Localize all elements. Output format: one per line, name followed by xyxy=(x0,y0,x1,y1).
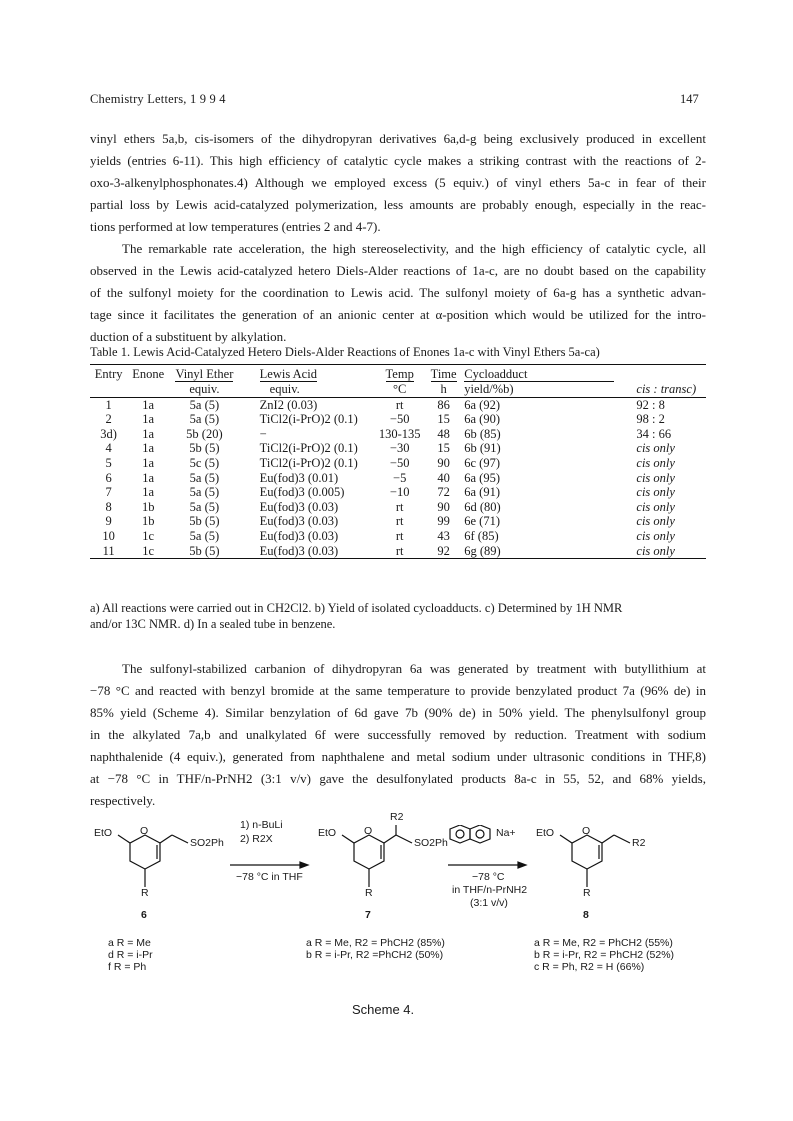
list-item: d R = i-Pr xyxy=(108,949,153,961)
table-cell: 130-135 xyxy=(378,426,421,441)
table-cell: 7 xyxy=(105,485,112,500)
text-line: duction of a substituent by alkylation. xyxy=(90,329,287,344)
table-cell: 92 : 8 xyxy=(636,397,665,412)
table-cell: ZnI2 (0.03) xyxy=(259,397,318,412)
label-so2ph: SO2Ph xyxy=(414,837,448,849)
table-cell: TiCl2(i-PrO)2 (0.1) xyxy=(259,441,358,456)
table-cell: −50 xyxy=(389,455,410,470)
table-cell: 99 xyxy=(437,514,450,529)
table-cell: 1b xyxy=(141,514,155,529)
table-row xyxy=(90,485,706,500)
table-cell: Eu(fod)3 (0.01) xyxy=(259,470,339,485)
table-row xyxy=(90,529,706,544)
table-cell: 6g (89) xyxy=(461,544,633,559)
table-cell: cis only xyxy=(636,455,675,470)
col-subheader: equiv. xyxy=(240,382,374,397)
table-cell: 5a (5) xyxy=(189,485,220,500)
condition-line: in THF/n-PrNH2 xyxy=(452,884,528,896)
table-cell: cis only xyxy=(633,544,706,559)
table-row xyxy=(90,544,706,559)
table-cell: 6d (80) xyxy=(464,499,501,514)
table-row xyxy=(90,397,706,412)
table-cell: −10 xyxy=(389,485,410,500)
label-r2: R2 xyxy=(390,811,404,823)
table-cell: 11 xyxy=(90,544,127,559)
table-row xyxy=(90,471,706,486)
table-row xyxy=(90,500,706,515)
structure-7 xyxy=(342,825,412,887)
table-cell: TiCl2(i-PrO)2 (0.1) xyxy=(259,455,358,470)
text-line: oxo-3-alkenylphosphonates.4) Although we employed excess (5 equiv.) of vinyl ethers 5a-c in fear of their xyxy=(90,175,706,190)
table-cell: 43 xyxy=(437,528,450,543)
col-subheader: cis : transc) xyxy=(633,382,706,397)
reagent-na: Na+ xyxy=(496,827,516,839)
table-row xyxy=(90,514,706,529)
table-cell: 40 xyxy=(437,470,450,485)
label-r: R xyxy=(365,887,373,899)
col-header: Time xyxy=(426,365,461,383)
col-subheader xyxy=(127,382,169,397)
label-r: R xyxy=(141,887,149,899)
table-cell: 1c xyxy=(142,528,155,543)
col-subheader xyxy=(90,382,127,397)
table-cell: 1a xyxy=(142,426,155,441)
table-cell: rt xyxy=(395,528,404,543)
paragraph-1 xyxy=(90,128,706,238)
table-cell: 1a xyxy=(142,485,155,500)
compound-number: 7 xyxy=(365,909,371,921)
table-cell: 5a (5) xyxy=(189,499,220,514)
table-cell: 5a (5) xyxy=(189,470,220,485)
label-o: O xyxy=(582,825,591,837)
table-cell: Eu(fod)3 (0.03) xyxy=(240,544,374,559)
text-line: of the sulfonyl moiety for the coordination to Lewis acid. The sulfonyl moiety of 6a-g has a synthetic advan- xyxy=(90,285,706,300)
text-line: in the alkylated 7a,b and unalkylated 6f were successfully removed by reduction. Treatment with sodium xyxy=(90,727,706,742)
list-item: a R = Me, R2 = PhCH2 (55%) xyxy=(534,937,673,949)
table-cell: 5b (5) xyxy=(169,544,240,559)
table-cell: 92 xyxy=(426,544,461,559)
text-line: tage since it facilitates the generation of an anionic center at α-position which would be utilized for the intro- xyxy=(90,307,706,322)
table-cell: 15 xyxy=(437,412,450,427)
label-eto: EtO xyxy=(94,827,113,839)
table-cell: Eu(fod)3 (0.03) xyxy=(259,499,339,514)
table-cell: 5a (5) xyxy=(189,412,220,427)
structure-8 xyxy=(560,835,630,887)
page-number: 147 xyxy=(680,92,699,106)
label-r2: R2 xyxy=(632,837,646,849)
label-o: O xyxy=(140,825,149,837)
text-line: yields (entries 6-11). This high efficiency of catalytic cycle makes a striking contrast with the reactions of 2- xyxy=(90,153,706,168)
table-cell: − xyxy=(259,426,267,441)
footnote-line: and/or 13C NMR. d) In a sealed tube in benzene. xyxy=(90,617,336,631)
table-cell: rt xyxy=(395,514,404,529)
table-cell: 8 xyxy=(105,499,112,514)
text-line: tions performed at low temperatures (entries 2 and 4-7). xyxy=(90,219,381,234)
running-header-journal: Chemistry Letters, 1 9 9 4 xyxy=(90,92,226,106)
table-cell: 5a (5) xyxy=(189,397,220,412)
table-cell: 90 xyxy=(437,455,450,470)
table-row xyxy=(90,441,706,456)
col-header xyxy=(633,365,706,383)
table-cell: 4 xyxy=(105,441,112,456)
table-cell: 48 xyxy=(437,426,450,441)
text-line: respectively. xyxy=(90,793,156,808)
table-cell: 5 xyxy=(105,455,112,470)
table-cell: 72 xyxy=(437,485,450,500)
paragraph-2 xyxy=(90,238,706,348)
compound-number: 8 xyxy=(583,909,589,921)
condition-line: −78 °C xyxy=(472,871,505,883)
table-cell: 6b (91) xyxy=(464,441,501,456)
table-cell: rt xyxy=(373,544,426,559)
table-cell: 6a (90) xyxy=(464,412,500,427)
label-eto: EtO xyxy=(536,827,555,839)
table-cell: Eu(fod)3 (0.005) xyxy=(259,485,345,500)
text-line: The sulfonyl-stabilized carbanion of dihydropyran 6a was generated by treatment with butyllithium at xyxy=(122,661,706,676)
col-subheader: yield/%b) xyxy=(461,382,633,397)
table-cell: Eu(fod)3 (0.03) xyxy=(259,528,339,543)
table-cell: 3d) xyxy=(100,426,117,441)
table-cell: 1a xyxy=(142,441,155,456)
table-cell: 6a (92) xyxy=(464,397,500,412)
col-header: Vinyl Ether xyxy=(169,365,240,383)
text-line: −78 °C and reacted with benzyl bromide at the same temperature to provide benzylated product 7a (96% de) in xyxy=(90,683,706,698)
condition-line: −78 °C in THF xyxy=(236,871,303,883)
table-cell: Eu(fod)3 (0.03) xyxy=(259,514,339,529)
text-line: at −78 °C in THF/n-PrNH2 (3:1 v/v) gave the desulfonylated products 8a-c in 55, 52, and 68% yields, xyxy=(90,771,706,786)
reagent-line: 1) n-BuLi xyxy=(240,819,283,831)
table-cell: TiCl2(i-PrO)2 (0.1) xyxy=(259,412,358,427)
table-cell: 6 xyxy=(105,470,112,485)
table-cell: 1c xyxy=(127,544,169,559)
table-cell: 86 xyxy=(437,397,450,412)
table-cell: 34 : 66 xyxy=(636,426,672,441)
table-cell: 1b xyxy=(141,499,155,514)
label-r: R xyxy=(583,887,591,899)
col-header: Lewis Acid xyxy=(240,365,374,383)
list-item: f R = Ph xyxy=(108,961,147,973)
paragraph-3 xyxy=(90,658,706,812)
table-cell: 5c (5) xyxy=(189,455,220,470)
table-cell: 1a xyxy=(142,455,155,470)
table-caption: Table 1. Lewis Acid-Catalyzed Hetero Diels-Alder Reactions of Enones 1a-c with Vinyl Ethers 5a-ca) xyxy=(90,345,600,359)
scheme-title: Scheme 4. xyxy=(352,1002,415,1017)
table-cell: 1a xyxy=(142,412,155,427)
list-item: b R = i-Pr, R2 =PhCH2 (50%) xyxy=(306,949,444,961)
scheme-4 xyxy=(90,811,706,1015)
col-subheader: h xyxy=(426,382,461,397)
table-row xyxy=(90,456,706,471)
compound-number: 6 xyxy=(141,909,147,921)
label-so2ph: SO2Ph xyxy=(190,837,224,849)
label-eto: EtO xyxy=(318,827,337,839)
list-item: a R = Me xyxy=(108,937,151,949)
col-subheader: °C xyxy=(373,382,426,397)
table-cell: 6e (71) xyxy=(464,514,500,529)
table-cell: cis only xyxy=(636,528,675,543)
text-line: partial loss by Lewis acid-catalyzed polymerization, less amounts are probably enough, especially in the reac- xyxy=(90,197,706,212)
table-row xyxy=(90,427,706,442)
table-1 xyxy=(90,364,706,559)
list-item: b R = i-Pr, R2 = PhCH2 (52%) xyxy=(534,949,675,961)
col-header: Cycloadduct xyxy=(461,365,633,383)
text-line: vinyl ethers 5a,b, cis-isomers of the dihydropyran derivatives 6a,d-g being exclusively produced in excellent xyxy=(90,131,706,146)
table-cell: rt xyxy=(395,397,404,412)
table-cell: 10 xyxy=(102,528,115,543)
col-header: Entry xyxy=(90,365,127,383)
table-cell: cis only xyxy=(636,485,675,500)
table-cell: 5b (5) xyxy=(189,514,220,529)
table-cell: 5b (20) xyxy=(186,426,223,441)
structure-6 xyxy=(118,835,188,887)
table-cell: 15 xyxy=(437,441,450,456)
col-header: Temp xyxy=(373,365,426,383)
table-cell: 6f (85) xyxy=(464,528,499,543)
naphthalene-icon xyxy=(450,825,490,843)
table-cell: 6a (91) xyxy=(464,485,500,500)
condition-line: (3:1 v/v) xyxy=(470,897,508,909)
table-cell: cis only xyxy=(636,441,675,456)
table-cell: −50 xyxy=(389,412,410,427)
col-subheader: equiv. xyxy=(169,382,240,397)
text-line: The remarkable rate acceleration, the high stereoselectivity, and the high efficiency of catalytic cycle, all xyxy=(122,241,706,256)
scheme-structures xyxy=(90,825,706,1005)
table-cell: 1a xyxy=(142,470,155,485)
text-line: naphthalenide (4 equiv.), generated from naphthalene and metal sodium under ultrasonic conditions in THF,8) xyxy=(90,749,706,764)
table-row xyxy=(90,412,706,427)
footnote-line: a) All reactions were carried out in CH2Cl2. b) Yield of isolated cycloadducts. c) Determined by 1H NMR xyxy=(90,601,623,615)
table-cell: cis only xyxy=(636,499,675,514)
table-cell: 1 xyxy=(105,397,112,412)
reagent-line: 2) R2X xyxy=(240,833,273,845)
table-cell: 6b (85) xyxy=(464,426,501,441)
label-o: O xyxy=(364,825,373,837)
table-cell: cis only xyxy=(636,470,675,485)
table-cell: 2 xyxy=(105,412,112,427)
table-cell: 90 xyxy=(437,499,450,514)
table-cell: −5 xyxy=(393,470,407,485)
table-cell: 5a (5) xyxy=(189,528,220,543)
text-line: observed in the Lewis acid-catalyzed hetero Diels-Alder reactions of 1a-c, are no doubt based on the capability xyxy=(90,263,706,278)
table-footnotes xyxy=(90,600,706,632)
table-cell: cis only xyxy=(636,514,675,529)
table-cell: 1a xyxy=(142,397,155,412)
table-cell: 6a (95) xyxy=(464,470,500,485)
text-line: 85% yield (Scheme 4). Similar benzylation of 6d gave 7b (90% de) in 50% yield. The phenylsulfonyl group xyxy=(90,705,706,720)
list-item: a R = Me, R2 = PhCH2 (85%) xyxy=(306,937,445,949)
list-item: c R = Ph, R2 = H (66%) xyxy=(534,961,645,973)
table-cell: 9 xyxy=(105,514,112,529)
table-cell: −30 xyxy=(389,441,410,456)
table-cell: 98 : 2 xyxy=(636,412,665,427)
table-cell: rt xyxy=(395,499,404,514)
col-header: Enone xyxy=(127,365,169,383)
table-cell: 5b (5) xyxy=(189,441,220,456)
table-cell: 6c (97) xyxy=(464,455,500,470)
